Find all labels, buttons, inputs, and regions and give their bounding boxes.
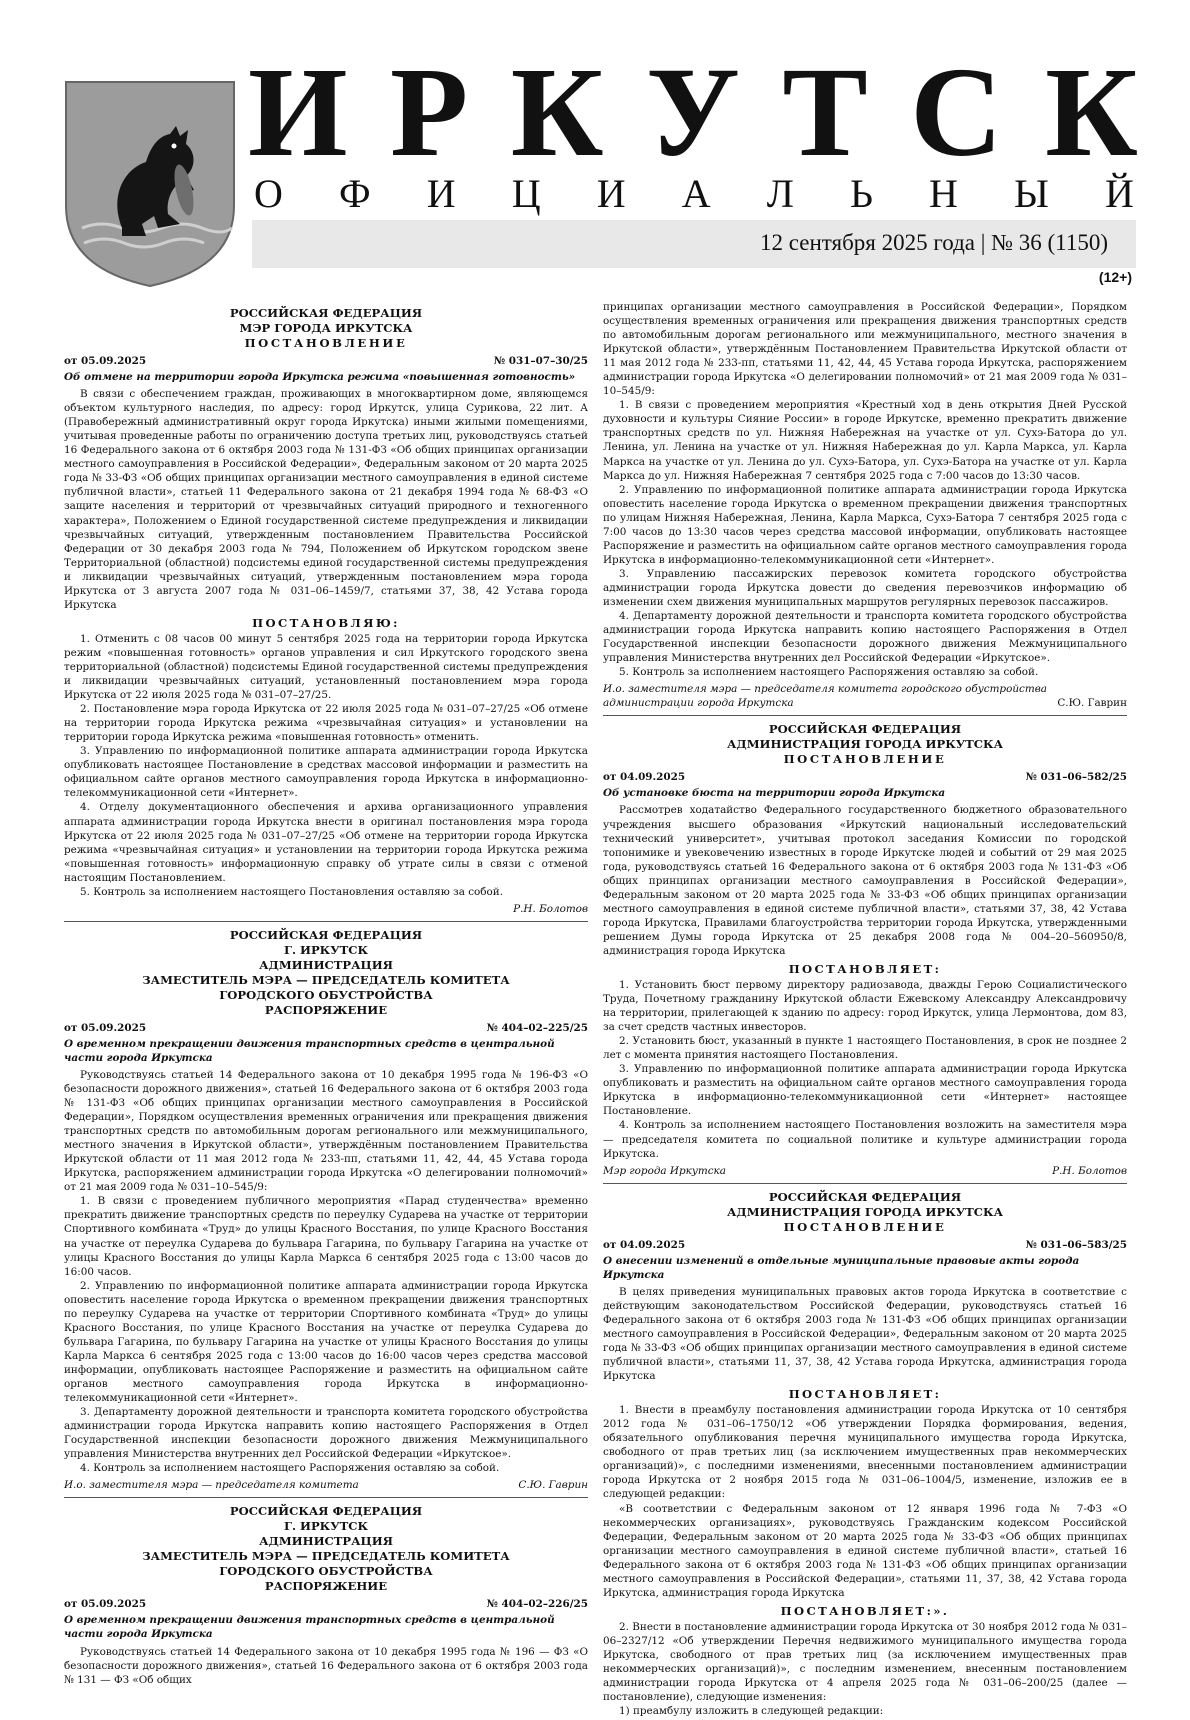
- signer-title: администрации города Иркутска: [603, 697, 794, 710]
- divider: [64, 921, 588, 922]
- doc-subject: О временном прекращении движения транспортных средств в центральной части города Иркутска: [64, 1614, 555, 1641]
- decree-heading: ПОСТАНОВЛЯЕТ:».: [780, 1603, 950, 1618]
- subtitle-letter: Ф: [339, 171, 371, 216]
- header-line: ЗАМЕСТИТЕЛЬ МЭРА — ПРЕДСЕДАТЕЛЬ КОМИТЕТА: [142, 972, 510, 987]
- doc-number: № 404–02–225/25: [486, 1021, 588, 1034]
- subtitle-letter: Ь: [849, 171, 873, 216]
- title-letter: К: [510, 41, 604, 183]
- doc-header: [603, 722, 1127, 767]
- paragraph: 1. Внести в преамбулу постановления администрации города Иркутска от 10 сентября 2012 года № 031–06–1750/12 «Об утверждении Порядка формирования, ведения, обязательного опубликования перечня муниципального имущества города Иркутска, свободного от прав третьих лиц (за исключением имущественных прав некоммерческих организаций)», с последними изменениями, внесенными постановлением администрации города Иркутска от 2 ноября 2015 года № 031–06–1004/5, изменение, изложив ее в следующей редакции:: [603, 1404, 1127, 1501]
- left-column: [64, 306, 588, 1689]
- paragraph: В связи с обеспечением граждан, проживающих в многоквартирном доме, являющемся объектом культурного наследия, по адресу: город Иркутск, улица Сурикова, 22 лит. А (Правобережный административный округ города Иркутска) иными жилыми помещениями, учитывая проведенные работы по ограничению доступа третьих лиц, руководствуясь статьей 16 Федерального закона от 6 октября 2003 года № 131-ФЗ «Об общих принципах организации местного самоуправления в Российской Федерации», Федеральным законом от 20 марта 2025 года № 33-ФЗ «Об общих принципах организации местного самоуправления в единой системе публичной власти», статьей 11 Федерального закона от 21 декабря 1994 года № 68-ФЗ «О защите населения и территорий от чрезвычайных ситуаций природного и техногенного характера», Положением о Единой государственной системе предупреждения и ликвидации чрезвычайных ситуаций, утвержденным постановлением Правительства Российской Федерации от 30 декабря 2003 года № 794, Положением об Иркутском городском звене Территориальной (областной) подсистемы единой государственной системы предупреждения и ликвидации чрезвычайных ситуаций, утвержденным постановлением мэра города Иркутска от 3 августа 2007 года № 031–06–1459/7, статьями 37, 38, 42 Устава города Иркутска: [64, 388, 588, 611]
- newspaper-subtitle: [254, 172, 1134, 216]
- header-line: АДМИНИСТРАЦИЯ ГОРОДА ИРКУТСКА: [726, 737, 1004, 752]
- paragraph: 5. Контроль за исполнением настоящего Постановления оставляю за собой.: [80, 885, 504, 898]
- paragraph: Рассмотрев ходатайство Федерального государственного бюджетного образовательного учреждения высшего образования «Иркутский национальный исследовательский технический университет», учитывая протокол заседания Комиссии по городской топонимике и увековечению известных в городе Иркутске людей и событий от 29 мая 2025 года, руководствуясь статьей 16 Федерального закона от 6 октября 2003 года № 131-ФЗ «Об общих принципах организации местного самоуправления в Российской Федерации», Федеральным законом от 20 марта 2025 года № 33-ФЗ «Об общих принципах организации местного самоуправления в единой системе публичной власти», статьями 37, 38, 42 Устава города Иркутска, Правилами благоустройства территории города Иркутска, утвержденными решением Думы города Иркутска от 25 декабря 2008 года № 004–20–560950/8, администрация города Иркутска: [603, 804, 1127, 957]
- doc-subject: Об установке бюста на территории города Иркутска: [603, 787, 946, 800]
- paragraph: Руководствуясь статьей 14 Федерального закона от 10 декабря 1995 года № 196-ФЗ «О безопасности дорожного движения», статьей 16 Федерального закона от 6 октября 2003 года № 131-ФЗ «Об общих принципах организации местного самоуправления в Российской Федерации», Порядком осуществления временных ограничения или прекращения движения транспортных средств по автомобильным дорогам регионального или межмуниципального, местного значения в Иркутской области», утверждённым постановлением Правительства Иркутской области от 11 мая 2012 года № 233-пп, статьями 11, 42, 44, 45 Устава города Иркутска, распоряжением администрации города Иркутска «О делегировании полномочий» от 21 мая 2009 года № 031–10–545/9:: [64, 1068, 588, 1194]
- header-line: АДМИНИСТРАЦИЯ: [259, 957, 393, 972]
- signer-title: И.о. заместителя мэра — председателя комитета: [64, 1479, 359, 1492]
- header-line: РАСПОРЯЖЕНИЕ: [264, 1579, 388, 1594]
- issue-date: 12 сентября 2025 года | № 36 (1150): [760, 230, 1108, 255]
- subtitle-letter: И: [426, 171, 456, 216]
- newspaper-title: [248, 41, 1138, 183]
- header-line: РОССИЙСКАЯ ФЕДЕРАЦИЯ: [768, 1189, 962, 1204]
- doc-number: № 031–07–30/25: [493, 355, 588, 367]
- doc-meta: [603, 1238, 1127, 1252]
- doc-meta: [64, 1597, 588, 1611]
- header-line: ПОСТАНОВЛЕНИЕ: [783, 1219, 947, 1234]
- title-letter: С: [910, 41, 1003, 183]
- doc-date: от 05.09.2025: [64, 1021, 147, 1034]
- subtitle-letter: О: [254, 171, 283, 216]
- header-line: Г. ИРКУТСК: [283, 1519, 369, 1534]
- paragraph: В целях приведения муниципальных правовых актов города Иркутска в соответствие с действующим законодательством Российской Федерации, руководствуясь статьей 16 Федерального закона от 6 октября 2003 года № 131-ФЗ «Об общих принципах организации местного самоуправления в Российской Федерации», Федеральным законом от 20 марта 2025 года № 33-ФЗ «Об общих принципах организации местного самоуправления в единой системе публичной власти», статьями 11, 37, 38, 42 Устава города Иркутска, администрация города Иркутска: [603, 1285, 1127, 1383]
- signer-title: Мэр города Иркутска: [603, 1164, 726, 1177]
- right-column: [603, 300, 1127, 1720]
- header-line: ГОРОДСКОГО ОБУСТРОЙСТВА: [219, 987, 433, 1002]
- header-line: ЗАМЕСТИТЕЛЬ МЭРА — ПРЕДСЕДАТЕЛЬ КОМИТЕТА: [142, 1549, 510, 1564]
- age-rating: (12+): [1098, 269, 1132, 285]
- doc-header: [64, 928, 588, 1018]
- signature: [603, 1164, 1127, 1178]
- paragraph: 2. Управлению по информационной политике аппарата администрации города Иркутска оповестить население города Иркутска о временном прекращении движения транспортных по улицам Нижняя Набережная, Ленина, Карла Маркса, Сухэ-Батора 7 сентября 2025 года с 7:00 часов до 13:30 часов через средства массовой информации, опубликовать настоящее Распоряжение и разместить на официальном сайте органов местного самоуправления города Иркутска в информационно-телекоммуникационной сети «Интернет».: [603, 483, 1127, 566]
- doc-meta: [64, 1021, 588, 1035]
- signer-name: Р.Н. Болотов: [1052, 1164, 1127, 1177]
- decree-heading: ПОСТАНОВЛЯЕТ:: [788, 961, 942, 976]
- paragraph: 2. Установить бюст, указанный в пункте 1 настоящего Постановления, в срок не позднее 2 лет с момента принятия настоящего Постановления.: [603, 1035, 1127, 1062]
- doc-subject: О временном прекращении движения транспортных средств в центральной части города Иркутска: [64, 1037, 555, 1064]
- doc-date: от 05.09.2025: [64, 1598, 147, 1611]
- divider: [603, 715, 1127, 716]
- paragraph: 2. Управлению по информационной политике аппарата администрации города Иркутска оповестить население города Иркутска о временном прекращении движения транспортных по переулку Сударева на участке от территории Спортивного комбината «Труд» до улицы Красного Восстания, по улице Красного Восстания на участке от переулка Сударева до бульвара Гагарина, по бульвару Гагарина на участке от улицы Красного Восстания до улицы Карла Маркса 6 сентября 2025 года с 13:00 часов до 16:00 часов через средства массовой информации, опубликовать настоящее Распоряжение и разместить на официальном сайте органов местного самоуправления города Иркутска в информационно-телекоммуникационной сети «Интернет».: [64, 1279, 588, 1405]
- paragraph: 1. В связи с проведением публичного мероприятия «Парад студенчества» временно прекратить движение транспортных средств по переулку Сударева на участке от территории Спортивного комбината «Труд» до улицы Красного Восстания, по улице Красного Восстания на участке от переулка Сударева до бульвара Гагарина, по бульвару Гагарина на участке от улицы Красного Восстания до улицы Карла Маркса 6 сентября 2025 года с 13:00 часов до 16:00 часов.: [64, 1195, 588, 1278]
- doc-date: от 04.09.2025: [603, 1238, 686, 1251]
- subtitle-letter: Ы: [1014, 171, 1049, 216]
- divider: [64, 1497, 588, 1498]
- paragraph: 3. Управлению по информационной политике аппарата администрации города Иркутска опубликовать настоящее Постановление в средствах массовой информации и разместить на официальном сайте органов местного самоуправления города Иркутска в информационно-телекоммуникационной сети «Интернет».: [64, 745, 588, 800]
- doc-number: № 031–06–583/25: [1025, 1238, 1127, 1251]
- title-letter: И: [248, 41, 348, 183]
- doc-date: от 05.09.2025: [64, 355, 147, 367]
- header-line: ГОРОДСКОГО ОБУСТРОЙСТВА: [219, 1564, 433, 1579]
- paragraph: 1) преамбулу изложить в следующей редакции:: [619, 1705, 884, 1718]
- signer-title: И.о. заместителя мэра — председателя комитета городского обустройства: [603, 683, 1047, 696]
- paragraph: принципах организации местного самоуправления в Российской Федерации», Порядком осуществления временных ограничения или прекращения движения транспортных средств по автомобильным дорогам регионального или межмуниципального, местного значения в Иркутской области», утверждённым Постановлением Правительства Иркутской области от 11 мая 2012 года № 233-пп, статьями 11, 42, 44, 45 Устава города Иркутска, распоряжением администрации города Иркутска «О делегировании полномочий» от 21 мая 2009 года № 031–10–545/9:: [603, 301, 1127, 398]
- subtitle-letter: И: [596, 171, 626, 216]
- document-order-226: [64, 1504, 588, 1686]
- paragraph: 4. Департаменту дорожной деятельности и транспорта комитета городского обустройства администрации города Иркутска направить копию настоящего Распоряжения в Отдел Государственной инспекции безопасности дорожного движения Межмуниципального управления Министерства внутренних дел Российской Федерации «Иркутское».: [603, 610, 1127, 665]
- paragraph: 4. Отделу документационного обеспечения и архива организационного управления аппарата администрации города Иркутска внести в оригинал постановления мэра города Иркутска от 22 июля 2025 года № 031–07–27/25 «Об отмене на территории города Иркутска режима «чрезвычайная ситуация» и установлении на территории города Иркутска режима «повышенная готовность» информационную справку об утрате силы в связи с отменой настоящим Постановлением.: [64, 801, 588, 884]
- paragraph: 3. Управлению по информационной политике аппарата администрации города Иркутска опубликовать и разместить на официальном сайте органов местного самоуправления города Иркутска в информационно-телекоммуникационной сети «Интернет» настоящее Постановление.: [603, 1063, 1127, 1118]
- paragraph: 3. Департаменту дорожной деятельности и транспорта комитета городского обустройства администрации города Иркутска направить копию настоящего Распоряжения в Отдел Государственной инспекции безопасности дорожного движения Межмуниципального управления Министерства внутренних дел Российской Федерации «Иркутское».: [64, 1406, 588, 1461]
- header-line: РОССИЙСКАЯ ФЕДЕРАЦИЯ: [229, 927, 423, 942]
- doc-number: № 031–06–582/25: [1025, 771, 1127, 784]
- header-line: ПОСТАНОВЛЕНИЕ: [783, 752, 947, 767]
- subtitle-letter: Н: [929, 171, 958, 216]
- title-letter: У: [645, 41, 740, 183]
- subtitle-letter: Ц: [511, 171, 541, 216]
- doc-date: от 04.09.2025: [603, 771, 686, 784]
- header-line: Г. ИРКУТСК: [283, 942, 369, 957]
- signature: [64, 1478, 588, 1492]
- title-letter: Р: [390, 41, 469, 183]
- doc-header: [64, 1504, 588, 1594]
- doc-header: [603, 1190, 1127, 1235]
- paragraph: 5. Контроль за исполнением настоящего Распоряжения оставляю за собой.: [619, 666, 1039, 679]
- header-line: РОССИЙСКАЯ ФЕДЕРАЦИЯ: [229, 306, 423, 320]
- header-line: АДМИНИСТРАЦИЯ ГОРОДА ИРКУТСКА: [726, 1204, 1004, 1219]
- signature: [603, 696, 1127, 710]
- title-letter: Т: [782, 41, 868, 183]
- document-mayor-resolution: [64, 306, 588, 916]
- document-bust-resolution: [603, 722, 1127, 1177]
- date-bar: [252, 220, 1136, 268]
- signer-name: Р.Н. Болотов: [513, 902, 588, 915]
- paragraph: 1. Установить бюст первому директору радиозавода, дважды Герою Социалистического Труда, Почетному гражданину Иркутской области Ежевскому Александру Александровичу на территории, прилегающей к зданию по адресу: город Иркутск, улица Лермонтова, дом 83, за счет средств частных инвесторов.: [603, 979, 1127, 1034]
- doc-meta: [64, 354, 588, 368]
- paragraph: 1. Отменить с 08 часов 00 минут 5 сентября 2025 года на территории города Иркутска режим «повышенная готовность» органов управления и сил Иркутского городского звена территориальной (областной) подсистемы Единой государственной системы предупреждения и ликвидации чрезвычайных ситуаций, установленный постановлением мэра города Иркутска от 22 июля 2025 года № 031–07–27/25.: [64, 632, 588, 702]
- paragraph: 2. Внести в постановление администрации города Иркутска от 30 ноября 2012 года № 031–06–2327/12 «Об утверждении Перечня недвижимого муниципального имущества города Иркутска, свободного от прав третьих лиц (за исключением имущественных прав некоммерческих организаций)», с последним изменением, внесенным постановлением администрации города Иркутска от 4 апреля 2025 года № 031–06–200/25 (далее — постановление), следующие изменения:: [603, 1620, 1127, 1704]
- header-line: РОССИЙСКАЯ ФЕДЕРАЦИЯ: [768, 722, 962, 737]
- paragraph: 4. Контроль за исполнением настоящего Постановления возложить на заместителя мэра — председателя комитета по социальной политике и культуре администрации города Иркутска.: [603, 1119, 1127, 1160]
- masthead: [0, 0, 1190, 300]
- doc-meta: [603, 770, 1127, 784]
- paragraph: 2. Постановление мэра города Иркутска от 22 июля 2025 года № 031–07–27/25 «Об отмене на территории города Иркутска режима «чрезвычайная ситуация» и установлении на территории города Иркутска режима «повышенная готовность» отменить.: [64, 703, 588, 744]
- document-order-225: [64, 928, 588, 1493]
- paragraph: 1. В связи с проведением мероприятия «Крестный ход в день открытия Дней Русской духовности и культуры Сияние России» в городе Иркутске, временно прекратить движение транспортных средств по ул. Нижняя Набережная на участке от ул. Сухэ-Батора до ул. Ленина, ул. Ленина на участке от ул. Нижняя Набережная до ул. Карла Маркса, ул. Карла Маркса на участке от ул. Ленина до ул. Сухэ-Батора, ул. Сухэ-Батора на участке от ул. Карла Маркса до ул. Нижняя Набережная 7 сентября 2025 года с 7:00 часов до 13:30 часов.: [603, 399, 1127, 482]
- document-amendments-resolution: [603, 1190, 1127, 1719]
- doc-number: № 404–02–226/25: [486, 1598, 588, 1611]
- header-line: МЭР ГОРОДА ИРКУТСКА: [239, 321, 413, 335]
- title-letter: К: [1045, 41, 1138, 183]
- header-line: ПОСТАНОВЛЕНИЕ: [244, 336, 408, 350]
- paragraph: Руководствуясь статьей 14 Федерального закона от 10 декабря 1995 года № 196 — ФЗ «О безопасности дорожного движения», статьей 16 Федерального закона от 6 октября 2003 года № 131 — ФЗ «Об общих: [64, 1645, 588, 1686]
- doc-subject: О внесении изменений в отдельные муниципальные правовые акты города Иркутска: [603, 1254, 1080, 1281]
- document-order-continued: [603, 300, 1127, 710]
- paragraph: «В соответствии с Федеральным законом от 12 января 1996 года № 7-ФЗ «О некоммерческих организациях», руководствуясь Гражданским кодексом Российской Федерации, Федеральным законом от 20 марта 2025 года № 33-ФЗ «Об общих принципах организации местного самоуправления в единой системе публичной власти», статьей 16 Федерального закона от 6 октября 2003 года № 131-ФЗ «Об общих принципах организации местного самоуправления в Российской Федерации», статьями 11, 37, 38, 42 Устава города Иркутска, администрация города Иркутска: [603, 1502, 1127, 1599]
- signature: [64, 902, 588, 916]
- header-line: РОССИЙСКАЯ ФЕДЕРАЦИЯ: [229, 1504, 423, 1519]
- subtitle-letter: А: [681, 171, 711, 216]
- doc-subject: Об отмене на территории города Иркутска режима «повышенная готовность»: [64, 371, 576, 384]
- subtitle-letter: Л: [766, 171, 794, 216]
- doc-header: [64, 306, 588, 351]
- paragraph: 4. Контроль за исполнением настоящего Распоряжения оставляю за собой.: [80, 1462, 500, 1475]
- irkutsk-coat-of-arms-icon: [62, 78, 238, 290]
- paragraph: 3. Управлению пассажирских перевозок комитета городского обустройства администрации города Иркутска довести до сведения перевозчиков информацию об изменении схем движения муниципальных маршрутов регулярных перевозок пассажиров.: [603, 567, 1127, 608]
- divider: [603, 1183, 1127, 1184]
- decree-heading: ПОСТАНОВЛЯЮ:: [252, 615, 400, 630]
- signer-name: С.Ю. Гаврин: [518, 1479, 588, 1492]
- decree-heading: ПОСТАНОВЛЯЕТ:: [788, 1387, 942, 1402]
- subtitle-letter: Й: [1105, 171, 1134, 216]
- header-line: АДМИНИСТРАЦИЯ: [259, 1534, 393, 1549]
- header-line: РАСПОРЯЖЕНИЕ: [264, 1002, 388, 1017]
- signer-name: С.Ю. Гаврин: [1057, 697, 1127, 710]
